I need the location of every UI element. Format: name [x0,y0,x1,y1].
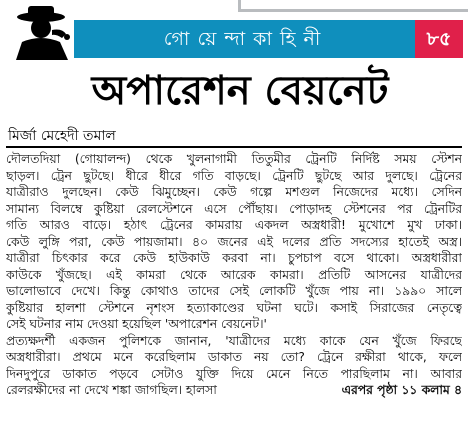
body-line: সেই ঘটনার নাম দেওয়া হয়েছিল 'অপারেশন বেয়নেট।' [6,317,267,331]
section-header-bar [74,20,463,58]
last-line-row [6,382,462,399]
body-line: গতি আরও বাড়ে। হঠাৎ ট্রেনের কামরায় একদল অস্ত্রধারী! মুখোশে মুখ ঢাকা। [6,218,462,232]
body-line: কেউ লুঙ্গি পরা, কেউ পায়জামা। ৪০ জনের এই দলের প্রতি সদস্যের হাতেই অস্ত্র। [6,234,462,249]
article-headline: অপারেশন বেয়নেট [91,67,389,114]
body-line: ছাড়ল। ট্রেন ছুটছে। ধীরে ধীরে গতি বাড়ছে। ট্রেনটি ছুটছে আর দুলছে। ট্রেনের [6,168,462,183]
body-line: কুষ্টিয়ার হালশা স্টেশনে নৃশংস হত্যাকাণ্ডের ঘটনা ঘটে। কসাই সিরাজের নেতৃত্বে [6,300,462,315]
body-line: রেলরক্ষীদের না দেখে শঙ্কা জাগছিল। হালসা [6,383,217,397]
body-line: সামান্য বিলম্বে কুষ্টিয়া রেলস্টেশনে এসে পৌঁছায়। পোড়াদহ স্টেশনের পর ট্রেনটির [6,201,462,216]
body-line: ভালোভাবে দেখে। কিন্তু কোথাও তাদের সেই লোকটি খুঁজে পায় না। ১৯৯০ সালে [6,284,462,298]
detective-silhouette-icon [8,4,76,60]
body-line: যাত্রীরা চিৎকার করে কেউ হাউকাউ করবা না। চুপচাপ বসে থাকো। অস্ত্রধারীরা [6,251,462,265]
top-frame-rule [238,0,468,12]
body-line: অস্ত্রধারীরা। প্রথমে মনে করেছিলাম ডাকাত নয় তো? ট্রেনে রক্ষীরা থাকে, ফলে [6,350,462,364]
continuation-note: এরপর পৃষ্ঠা ১১ কলাম ৪ [341,383,462,397]
author-byline: মির্জা মেহেদী তমাল [8,128,116,144]
byline-divider [6,146,462,148]
section-title: গো য়ে ন্দা কা হি নী [163,28,322,50]
article-body [6,151,462,399]
body-line: দিনদুপুরে ডাকাত পড়বে সেটাও যুক্তি দিয়ে মেনে নিতে পারছিলাম না। আবার [6,366,462,381]
body-line: কাউকে খুঁজছে। এই কামরা থেকে আরেক কামরা। প্রতিটি আসনের যাত্রীদের [6,267,462,282]
body-line: দৌলতদিয়া (গোয়ালন্দ) থেকে খুলনাগামী তিতুমীর ট্রেনটি নির্দিষ্ট সময় স্টেশন [6,152,462,166]
body-line: যাত্রীরাও দুলছেন। কেউ ঝিমুচ্ছেন। কেউ গল্পে মশগুল নিজেদের মধ্যে। সেদিন [6,185,462,199]
page-number-badge: ৮৫ [415,20,463,58]
body-line: প্রত্যক্ষদর্শী একজন পুলিশকে জানান, 'যাত্রীদের মধ্যে কাকে যেন খুঁজে ফিরছে [6,333,462,348]
